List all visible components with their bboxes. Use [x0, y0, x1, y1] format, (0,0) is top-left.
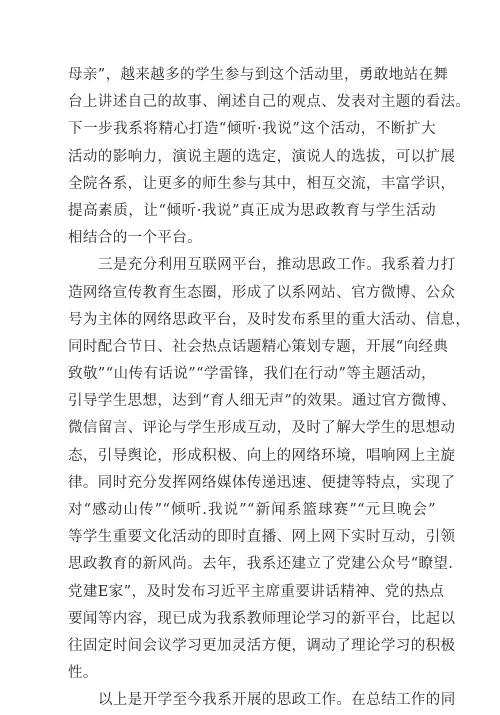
text-line: 全院各系，让更多的师生参与其中，相互交流，丰富学识，: [68, 175, 456, 192]
text-line: 致敬”“山传有话说”“学雷锋，我们在行动”等主题活动，: [68, 366, 436, 383]
text-line: 往固定时间会议学习更加灵活方便，调动了理论学习的积极: [68, 637, 456, 654]
text-line: 同时配合节日、社会热点话题精心策划专题，开展“向经典: [68, 338, 449, 355]
text-line: 微信留言、评论与学生形成互动，及时了解大学生的思想动: [68, 420, 456, 437]
body-text: [68, 62, 471, 715]
text-line: 等学生重要文化活动的即时直播、网上网下实时互动，引领: [68, 529, 456, 546]
text-line: 思政教育的新风尚。去年，我系还建立了党建公众号“瞭望.: [68, 556, 454, 573]
text-line: 台上讲述自己的故事、阐述自己的观点、发表对主题的看法。: [68, 94, 471, 111]
paragraph-start-line: 三是充分利用互联网平台，推动思政工作。我系着力打: [98, 257, 456, 274]
text-line: 态，引导舆论，形成积极、向上的网络环境，唱响网上主旋: [68, 447, 456, 464]
text-line: 引导学生思想，达到“育人细无声”的效果。通过官方微博、: [68, 393, 457, 410]
text-line: 造网络宣传教育生态圈，形成了以系网站、官方微博、公众: [68, 284, 456, 301]
text-line: 律。同时充分发挥网络媒体传递迅速、便捷等特点，实现了: [68, 474, 456, 491]
text-line: 活动的影响力，演说主题的选定，演说人的选拔，可以扩展: [68, 148, 456, 165]
text-line: 下一步我系将精心打造“倾听·我说”这个活动，不断扩大: [68, 121, 436, 138]
text-line: 性。: [68, 665, 98, 682]
text-line: 提高素质，让“倾听·我说”真正成为思政教育与学生活动: [68, 202, 436, 219]
text-line: 党建E家”，及时发布习近平主席重要讲话精神、党的热点: [68, 583, 445, 600]
paragraph-start-line: 以上是开学至今我系开展的思政工作。在总结工作的同: [98, 692, 456, 709]
text-line: 对“感动山传”“倾听.我说”“新闻系篮球赛”“元旦晚会”: [68, 502, 436, 518]
text-line: 要闻等内容，现已成为我系教师理论学习的新平台，比起以: [68, 610, 456, 627]
text-line: 母亲”，越来越多的学生参与到这个活动里，勇敢地站在舞: [68, 67, 449, 83]
text-line: 相结合的一个平台。: [68, 230, 203, 247]
text-line: 号为主体的网络思政平台，及时发布系里的重大活动、信息，: [68, 311, 471, 328]
